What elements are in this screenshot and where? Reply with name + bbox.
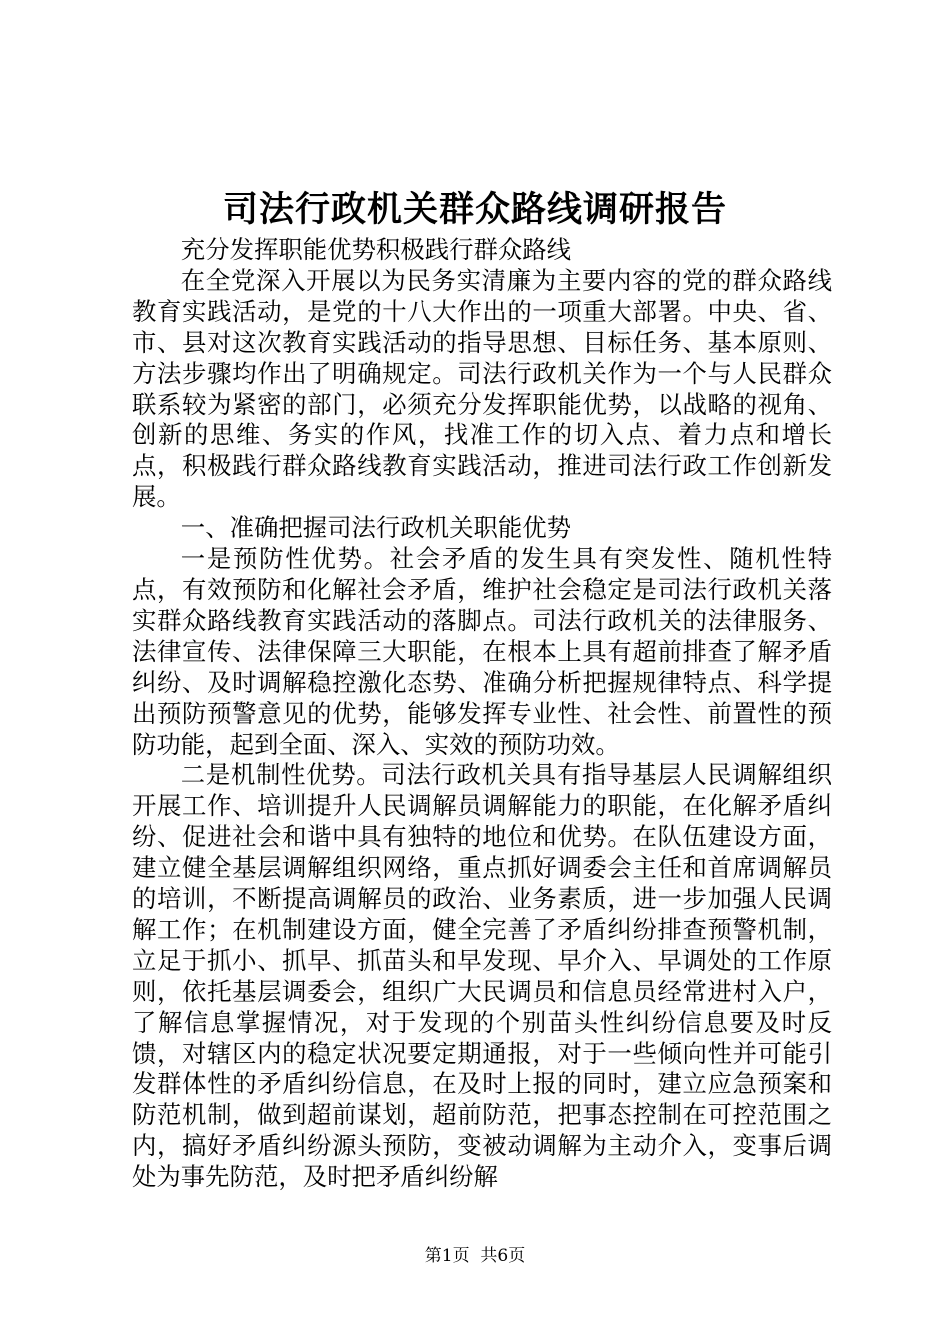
body-paragraph: 二是机制性优势。司法行政机关具有指导基层人民调解组织开展工作、培训提升人民调解员调解能力的职能，在化解矛盾纠纷、促进社会和谐中具有独特的地位和优势。在队伍建设方面，建立健全基层调解组织网络，重点抓好调委会主任和首席调解员的培训，不断提高调解员的政治、业务素质，进一步加强人民调解工作；在机制建设方面，健全完善了矛盾纠纷排查预警机制，立足于抓小、抓早、抓苗头和早发现、早介入、早调处的工作原则，依托基层调委会，组织广大民调员和信息员经常进村入户，了解信息掌握情况，对于发现的个别苗头性纠纷信息要及时反馈，对辖区内的稳定状况要定期通报，对于一些倾向性并可能引发群体性的矛盾纠纷信息，在及时上报的同时，建立应急预案和防范机制，做到超前谋划，超前防范，把事态控制在可控范围之内，搞好矛盾纠纷源头预防，变被动调解为主动介入，变事后调处为事先防范，及时把矛盾纠纷解 bbox=[132, 760, 832, 1192]
body-paragraph: 一是预防性优势。社会矛盾的发生具有突发性、随机性特点，有效预防和化解社会矛盾，维护社会稳定是司法行政机关落实群众路线教育实践活动的落脚点。司法行政机关的法律服务、法律宣传、法律保障三大职能，在根本上具有超前排查了解矛盾纠纷、及时调解稳控激化态势、准确分析把握规律特点、科学提出预防预警意见的优势，能够发挥专业性、社会性、前置性的预防功能，起到全面、深入、实效的预防功效。 bbox=[132, 544, 832, 759]
intro-paragraph: 在全党深入开展以为民务实清廉为主要内容的党的群众路线教育实践活动，是党的十八大作出的一项重大部署。中央、省、市、县对这次教育实践活动的指导思想、目标任务、基本原则、方法步骤均作出了明确规定。司法行政机关作为一个与人民群众联系较为紧密的部门，必须充分发挥职能优势，以战略的视角、创新的思维、务实的作风，找准工作的切入点、着力点和增长点，积极践行群众路线教育实践活动，推进司法行政工作创新发展。 bbox=[132, 265, 832, 512]
document-title: 司法行政机关群众路线调研报告 bbox=[222, 189, 727, 230]
document-body bbox=[132, 235, 832, 1193]
subtitle-paragraph: 充分发挥职能优势积极践行群众路线 bbox=[180, 235, 572, 264]
page-footer: 第1页 共6页 bbox=[424, 1246, 526, 1266]
section-heading: 一、准确把握司法行政机关职能优势 bbox=[180, 513, 572, 543]
